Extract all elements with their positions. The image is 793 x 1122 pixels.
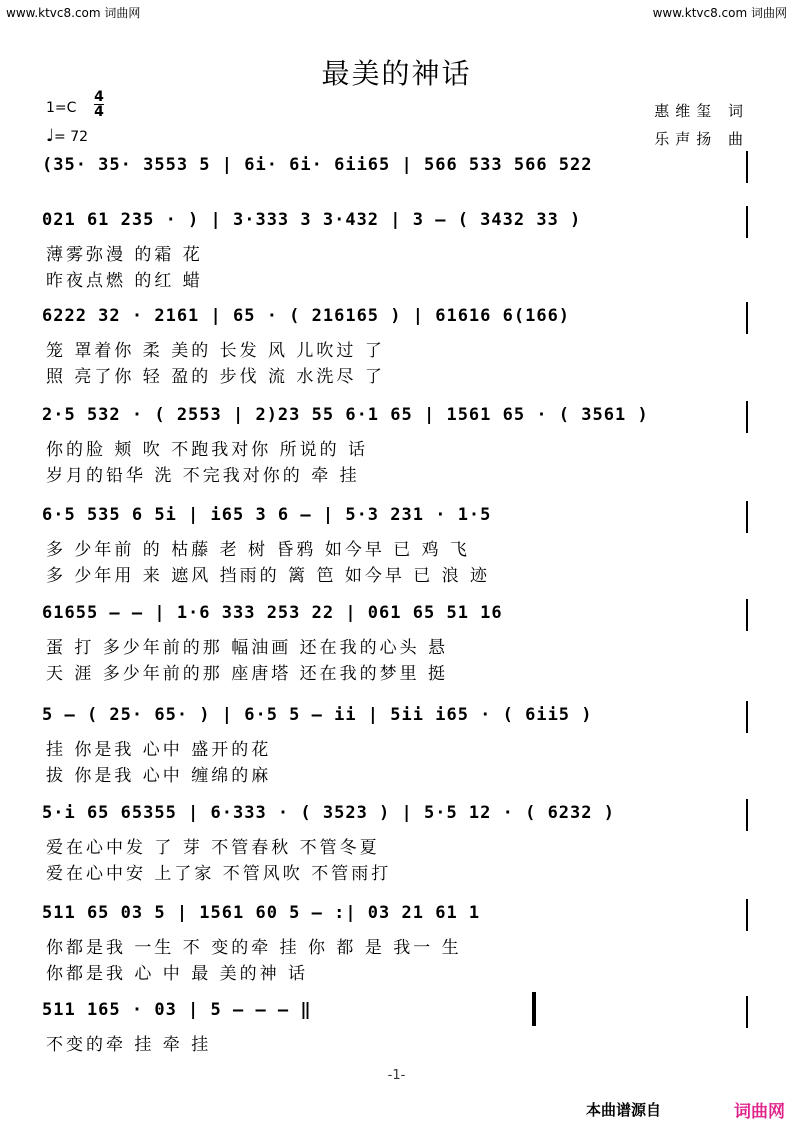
lyric-line-2: 岁月的铅华 洗 不完我对你的 牵 挂 (46, 466, 360, 486)
lyric-line-2: 爱在心中安 上了家 不管风吹 不管雨打 (46, 864, 392, 884)
lyric-line-1: 不变的牵 挂 牵 挂 (46, 1035, 212, 1055)
lyric-line-1: 笼 罩着你 柔 美的 长发 风 儿吹过 了 (46, 341, 385, 361)
notation-line: 5·i 65 65355 | 6·333 · ( 3523 ) | 5·5 12 · ( 6232 ) (42, 803, 615, 823)
time-signature (94, 90, 104, 119)
lyricist-credit: 惠维玺 词 (654, 102, 749, 120)
site-watermark-right: www.ktvc8.com 词曲网 (652, 6, 787, 20)
lyric-line-2: 多 少年用 来 遮风 挡雨的 篱 笆 如今早 已 浪 迹 (46, 566, 491, 586)
notation-line: 511 165 · 03 | 5 – – – ‖ (42, 1000, 312, 1020)
lyric-line-1: 爱在心中发 了 芽 不管春秋 不管冬夏 (46, 838, 380, 858)
tempo-marking (46, 126, 88, 146)
notation-line: 6·5 535 6 5i | i65 3 6 – | 5·3 231 · 1·5 (42, 505, 492, 525)
song-title: 最美的神话 (321, 57, 472, 90)
lyric-line-2: 照 亮了你 轻 盈的 步伐 流 水洗尽 了 (46, 367, 385, 387)
lyric-line-1: 蛋 打 多少年前的那 幅油画 还在我的心头 悬 (46, 638, 449, 658)
barline (746, 401, 748, 433)
lyric-line-1: 薄雾弥漫 的霜 花 (46, 245, 203, 265)
notation-line: 61655 – – | 1·6 333 253 22 | 061 65 51 16 (42, 603, 503, 623)
time-signature-numerator: 4 (94, 89, 104, 105)
lyric-line-2: 拔 你是我 心中 缠绵的麻 (46, 766, 272, 786)
barline (746, 799, 748, 831)
barline (746, 599, 748, 631)
lyric-line-1: 多 少年前 的 枯藤 老 树 昏鸦 如今早 已 鸡 飞 (46, 540, 471, 560)
final-barline (532, 992, 536, 1026)
notation-line: 6222 32 · 2161 | 65 · ( 216165 ) | 61616 6(166) (42, 306, 571, 326)
notation-line: (35· 35· 3553 5 | 6i· 6i· 6ii65 | 566 533 566 522 (42, 155, 593, 175)
notation-line: 5 – ( 25· 65· ) | 6·5 5 – ii | 5ii i65 · ( 6ii5 ) (42, 705, 593, 725)
footer-source-text: 本曲谱源自 (586, 1101, 662, 1119)
time-signature-denominator: 4 (94, 104, 104, 120)
lyric-line-1: 你的脸 颊 吹 不跑我对你 所说的 话 (46, 440, 369, 460)
notation-line: 021 61 235 · ) | 3·333 3 3·432 | 3 – ( 3432 33 ) (42, 210, 582, 230)
lyric-line-2: 昨夜点燃 的红 蜡 (46, 271, 203, 291)
footer-brand-logo: 词曲网 (734, 1102, 785, 1122)
quarter-note-icon: ♩ (46, 126, 55, 146)
lyric-line-1: 你都是我 一生 不 变的牵 挂 你 都 是 我一 生 (46, 938, 462, 958)
composer-credit: 乐声扬 曲 (654, 130, 749, 148)
barline (746, 302, 748, 334)
barline (746, 206, 748, 238)
lyric-line-1: 挂 你是我 心中 盛开的花 (46, 740, 272, 760)
barline (746, 996, 748, 1028)
lyric-line-2: 你都是我 心 中 最 美的神 话 (46, 964, 309, 984)
barline (746, 151, 748, 183)
page-number: -1- (387, 1068, 406, 1083)
lyric-line-2: 天 涯 多少年前的那 座唐塔 还在我的梦里 挺 (46, 664, 449, 684)
site-watermark-left: www.ktvc8.com 词曲网 (6, 6, 141, 20)
notation-line: 511 65 03 5 | 1561 60 5 – :| 03 21 61 1 (42, 903, 481, 923)
notation-line: 2·5 532 · ( 2553 | 2)23 55 6·1 65 | 1561 65 · ( 3561 ) (42, 405, 649, 425)
key-signature: 1=C (46, 100, 77, 116)
barline (746, 501, 748, 533)
barline (746, 899, 748, 931)
tempo-value: = 72 (54, 129, 89, 145)
barline (746, 701, 748, 733)
